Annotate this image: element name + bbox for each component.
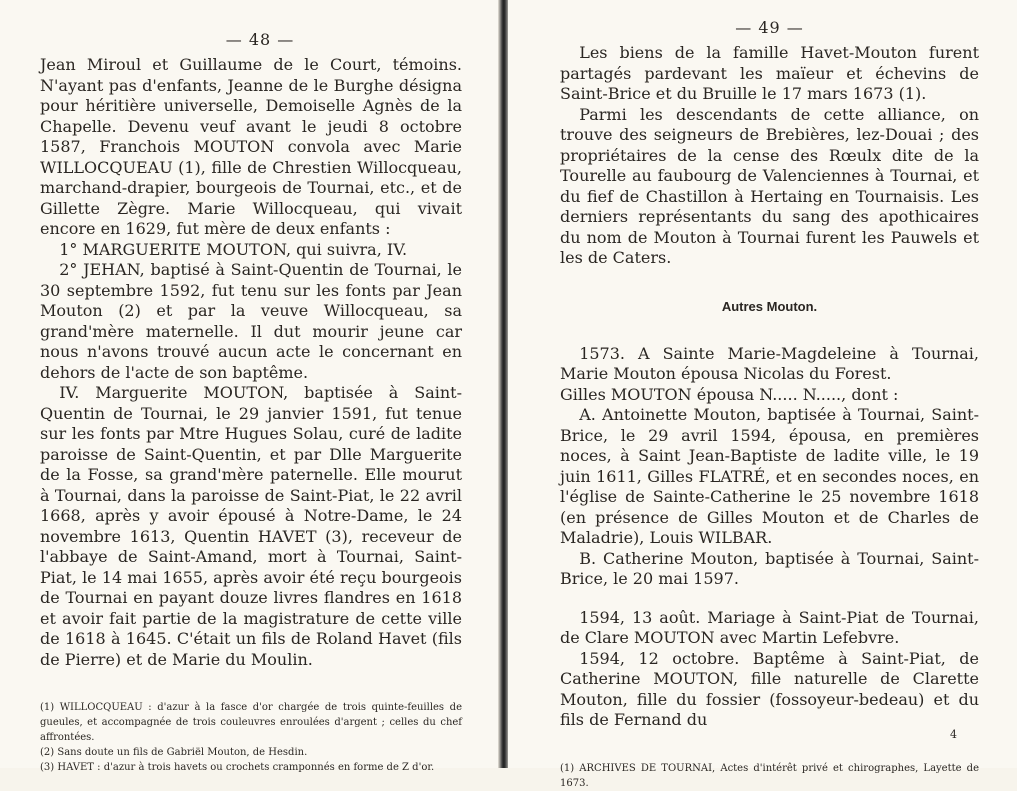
- paragraph: Jean Miroul et Guillaume de le Court, témoins. N'ayant pas d'enfants, Jeanne de le Burghe désigna pour héritière universelle, Demoiselle Agnès de la Chapelle. Devenu veuf avant le jeudi 8 octobre 1587, Franchois MOUTON convola avec Marie WILLOCQUEAU (1), fille de Chrestien Willocqueau, marchand-drapier, bourgeois de Tournai, etc., et de Gillette Zègre. Marie Willocqueau, qui vivait encore en 1629, fut mère de deux enfants :: [40, 55, 462, 238]
- footnotes: [560, 761, 979, 791]
- footnote: (1) WILLOCQUEAU : d'azur à la fasce d'or chargée de trois quinte-feuilles de gueules, et accompagnée de trois couleuvres enroulées d'argent ; celles du chef affrontées.: [40, 702, 462, 743]
- paragraph: A. Antoinette Mouton, baptisée à Tournai, Saint-Brice, le 29 avril 1594, épousa, en premières noces, à Saint Jean-Baptiste de ladite ville, le 19 juin 1611, Gilles FLATRÉ, et en secondes noces, en l'église de Sainte-Catherine le 25 novembre 1618 (en présence de Gilles Mouton et de Charles de Maladrie), Louis WILBAR.: [560, 405, 979, 547]
- footnote: (3) HAVET : d'azur à trois havets ou crochets cramponnés en forme de Z d'or.: [40, 762, 435, 773]
- paragraph: 2° JEHAN, baptisé à Saint-Quentin de Tournai, le 30 septembre 1592, fut tenu sur les fonts par Jean Mouton (2) et par la veuve Willocqueau, sa grand'mère maternelle. Il dut mourir jeune car nous n'avons trouvé aucun acte le concernant en dehors de l'acte de son baptême.: [40, 260, 462, 382]
- footnotes: [40, 700, 462, 775]
- paragraph: Les biens de la famille Havet-Mouton furent partagés pardevant les maïeur et échevins de Saint-Brice et du Bruille le 17 mars 1673 (1).: [560, 43, 979, 103]
- footnote: (1) ARCHIVES DE TOURNAI, Actes d'intérêt privé et chirographes, Layette de 1673.: [560, 762, 979, 789]
- right-page: [508, 0, 1017, 789]
- page-number: — 49 —: [735, 18, 804, 37]
- paragraph: Parmi les descendants de cette alliance, on trouve des seigneurs de Brebières, lez-Douai ; des propriétaires de la cense des Rœulx dite de la Tourelle au faubourg de Valenciennes à Tournai, et du fief de Chastillon à Hertaing en Tournaisis. Les derniers représentants du sang des apothicaires du nom de Mouton à Tournai furent les Pauwels et les de Caters.: [560, 104, 979, 267]
- section-title: Autres Mouton.: [721, 298, 818, 314]
- signature-mark: 4: [950, 728, 957, 741]
- paragraph: Gilles MOUTON épousa N..... N....., dont :: [560, 384, 899, 404]
- paragraph: B. Catherine Mouton, baptisée à Tournai, Saint-Brice, le 20 mai 1597.: [560, 548, 979, 588]
- paragraph: 1° MARGUERITE MOUTON, qui suivra, IV.: [59, 239, 408, 259]
- paragraph: 1573. A Sainte Marie-Magdeleine à Tournai, Marie Mouton épousa Nicolas du Forest.: [560, 343, 979, 383]
- paragraph: 1594, 12 octobre. Baptême à Saint-Piat, de Catherine MOUTON, fille naturelle de Clarette Mouton, fille du fossier (fossoyeur-bedeau) et du fils de Fernand du: [560, 648, 979, 729]
- left-page: [0, 0, 500, 773]
- footnote: (2) Sans doute un fils de Gabriël Mouton, de Hesdin.: [40, 747, 308, 758]
- paragraph: 1594, 13 août. Mariage à Saint-Piat de Tournai, de Clare MOUTON avec Martin Lefebvre.: [560, 607, 979, 647]
- paragraph: IV. Marguerite MOUTON, baptisée à Saint-Quentin de Tournai, le 29 janvier 1591, fut tenue sur les fonts par Mtre Hugues Solau, curé de ladite paroisse de Saint-Quentin, et par Dlle Marguerite de la Fosse, sa grand'mère paternelle. Elle mourut à Tournai, dans la paroisse de Saint-Piat, le 22 avril 1668, après y avoir épousé à Notre-Dame, le 24 novembre 1613, Quentin HAVET (3), receveur de l'abbaye de Saint-Amand, mort à Tournai, Saint-Piat, le 14 mai 1655, après avoir été reçu bourgeois de Tournai en payant douze livres flandres en 1618 et avoir fait partie de la magistrature de cette ville de 1618 à 1645. C'était un fils de Roland Havet (fils de Pierre) et de Marie du Moulin.: [40, 383, 462, 669]
- page-number: — 48 —: [225, 30, 295, 49]
